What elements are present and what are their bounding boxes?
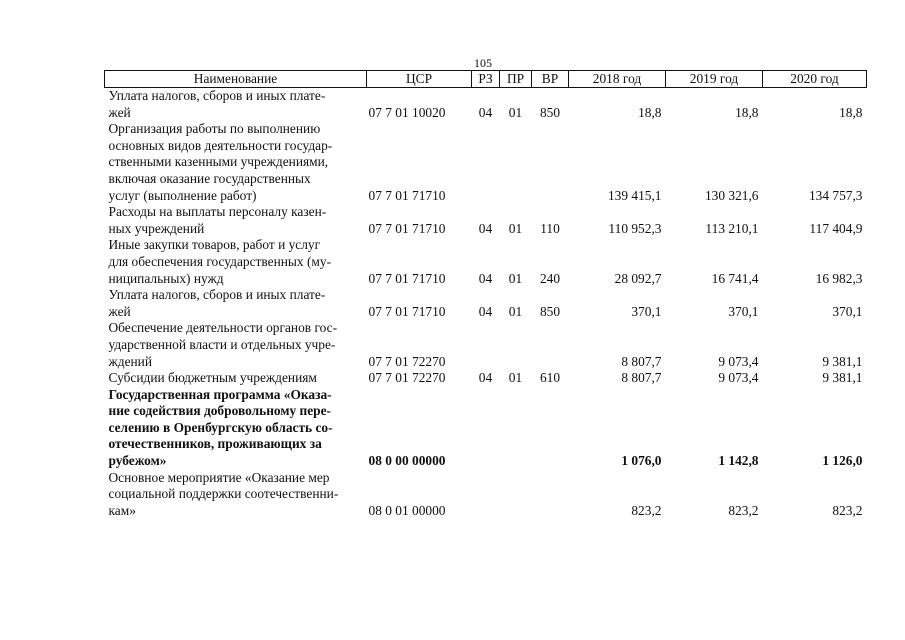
row-name-line: Государственная программа «Оказа-: [108, 386, 332, 402]
row-2020: 370,1: [832, 303, 863, 319]
row-name-line: Основное мероприятие «Оказание мер: [108, 469, 330, 485]
row-2020: 16 982,3: [815, 270, 863, 286]
row-2018: 1 076,0: [621, 453, 662, 469]
row-vr: [532, 470, 569, 520]
row-2019: 370,1: [728, 303, 759, 319]
row-name-line: рубежом»: [108, 453, 167, 469]
table-row: [105, 287, 867, 320]
row-name-line: основных видов деятельности государ-: [108, 137, 333, 153]
row-name-line: ждений: [108, 353, 153, 369]
row-csr: 07 7 01 71710: [368, 270, 446, 286]
row-pr: [500, 470, 532, 520]
row-2020: 117 404,9: [809, 220, 863, 236]
table-body: [105, 88, 867, 520]
row-name: [105, 88, 367, 122]
row-2020: 134 757,3: [808, 187, 863, 203]
row-vr: 850: [539, 104, 561, 120]
header-csr: ЦСР: [367, 71, 472, 88]
row-2020: 18,8: [839, 104, 863, 120]
header-rz: РЗ: [472, 71, 500, 88]
row-vr: [532, 121, 569, 204]
row-name-line: ниципальных) нужд: [108, 270, 224, 286]
table-row: [105, 387, 867, 470]
row-name: [105, 387, 367, 470]
row-pr: 01: [508, 270, 523, 286]
row-name-line: Расходы на выплаты персоналу казен-: [108, 204, 327, 220]
row-vr: 610: [539, 370, 561, 386]
table-row: [105, 470, 867, 520]
row-name-line: Уплата налогов, сборов и иных плате-: [108, 287, 326, 303]
row-name-line: социальной поддержки соотечественни-: [108, 486, 339, 502]
row-rz: 04: [478, 303, 493, 319]
row-name-line: Уплата налогов, сборов и иных плате-: [108, 88, 326, 103]
row-rz: [472, 470, 500, 520]
row-name-line: включая оказание государственных: [108, 170, 311, 186]
row-2019: 18,8: [735, 104, 759, 120]
row-vr: 110: [540, 220, 560, 236]
row-rz: 04: [478, 270, 493, 286]
row-rz: 04: [478, 220, 493, 236]
row-pr: 01: [508, 220, 523, 236]
row-vr: 240: [539, 270, 561, 286]
row-name-line: жей: [108, 303, 131, 319]
row-name-line: ударственной власти и отдельных учре-: [108, 336, 336, 352]
table-row: [105, 121, 867, 204]
row-2019: 9 073,4: [718, 370, 759, 386]
header-2018: 2018 год: [569, 71, 666, 88]
row-rz: 04: [478, 370, 493, 386]
row-2019: 113 210,1: [705, 220, 759, 236]
row-name-line: ние содействия добровольному пере-: [108, 403, 332, 419]
row-csr: 08 0 01 00000: [368, 502, 446, 518]
row-vr: [532, 387, 569, 470]
row-2020: 823,2: [832, 502, 863, 518]
row-name-line: Субсидии бюджетным учреждениям: [108, 370, 317, 386]
table-row: [105, 204, 867, 237]
row-name-line: ственными казенными учреждениями,: [108, 154, 329, 170]
row-name: [105, 320, 367, 370]
row-name-line: кам»: [108, 502, 136, 518]
row-name-line: селению в Оренбургскую область со-: [108, 419, 333, 435]
row-name: [105, 121, 367, 204]
row-name-line: Обеспечение деятельности органов гос-: [108, 320, 338, 336]
table-row: [105, 88, 867, 122]
row-2018: 8 807,7: [621, 353, 662, 369]
budget-table: [104, 70, 867, 519]
row-pr: [500, 320, 532, 370]
row-rz: 04: [478, 104, 493, 120]
row-pr: [500, 121, 532, 204]
row-name-line: отечественников, проживающих за: [108, 436, 322, 452]
row-csr: 07 7 01 71710: [368, 220, 446, 236]
row-2019: 130 321,6: [704, 187, 759, 203]
header-name: Наименование: [105, 71, 367, 88]
header-vr: ВР: [532, 71, 569, 88]
row-name: [105, 287, 367, 320]
table-row: [105, 320, 867, 370]
row-2020: 9 381,1: [822, 370, 863, 386]
row-2018: 139 415,1: [607, 187, 662, 203]
row-name-line: жей: [108, 104, 131, 120]
row-name: [105, 204, 367, 237]
page-number: 105: [474, 56, 492, 70]
row-pr: 01: [508, 370, 523, 386]
row-pr: 01: [508, 104, 523, 120]
row-pr: 01: [508, 303, 523, 319]
row-vr: [532, 320, 569, 370]
table-header-row: [105, 71, 867, 88]
row-pr: [500, 387, 532, 470]
table-row: [105, 237, 867, 287]
row-csr: 07 7 01 71710: [368, 303, 446, 319]
header-2019: 2019 год: [666, 71, 763, 88]
header-pr: ПР: [500, 71, 532, 88]
row-2018: 823,2: [631, 502, 662, 518]
row-2019: 823,2: [728, 502, 759, 518]
row-2018: 370,1: [631, 303, 662, 319]
row-vr: 850: [539, 303, 561, 319]
row-csr: 07 7 01 10020: [368, 104, 446, 120]
row-csr: 07 7 01 72270: [368, 353, 446, 369]
table-row: [105, 370, 867, 387]
row-name-line: Организация работы по выполнению: [108, 121, 321, 137]
row-name-line: Иные закупки товаров, работ и услуг: [108, 237, 321, 253]
row-csr: 07 7 01 71710: [368, 187, 446, 203]
row-2019: 1 142,8: [718, 453, 759, 469]
row-2018: 28 092,7: [614, 270, 662, 286]
row-2020: 9 381,1: [822, 353, 863, 369]
row-rz: [472, 387, 500, 470]
row-name: [105, 470, 367, 520]
row-2020: 1 126,0: [822, 453, 863, 469]
row-2018: 18,8: [638, 104, 662, 120]
row-csr: 07 7 01 72270: [368, 370, 446, 386]
row-rz: [472, 320, 500, 370]
row-name-line: услуг (выполнение работ): [108, 187, 257, 203]
row-rz: [472, 121, 500, 204]
row-csr: 08 0 00 00000: [368, 453, 446, 469]
row-name-line: ных учреждений: [108, 220, 205, 236]
row-2018: 8 807,7: [621, 370, 662, 386]
row-name: [105, 370, 367, 387]
row-2019: 16 741,4: [711, 270, 759, 286]
row-2019: 9 073,4: [718, 353, 759, 369]
row-name: [105, 237, 367, 287]
header-2020: 2020 год: [763, 71, 867, 88]
row-2018: 110 952,3: [608, 220, 662, 236]
row-name-line: для обеспечения государственных (му-: [108, 253, 332, 269]
